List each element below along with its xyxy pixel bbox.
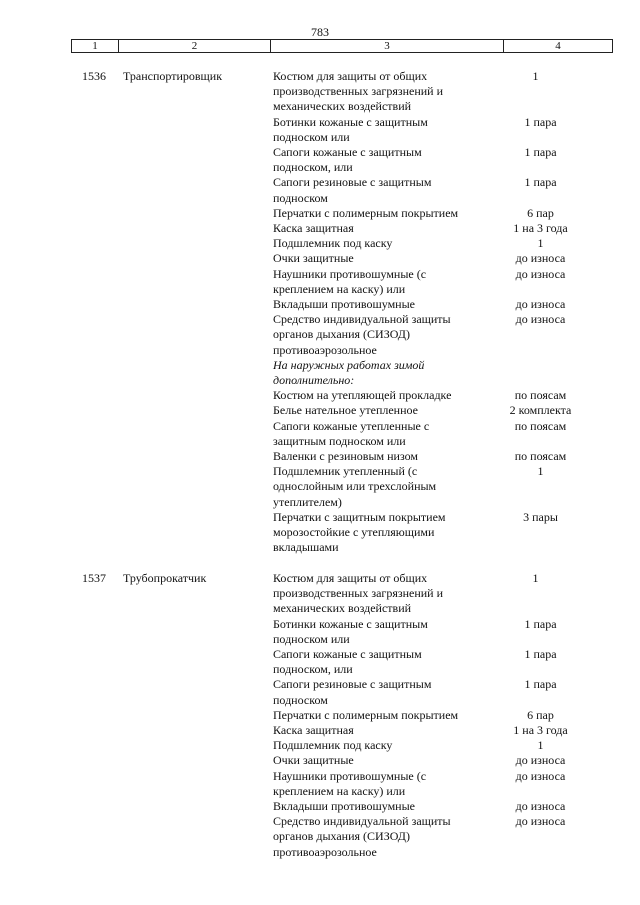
item-name: Каска защитная — [273, 221, 354, 236]
item-quantity: 6 пар — [527, 707, 554, 722]
item-name: Сапоги кожаные утепленные с защитным подноском или — [273, 418, 430, 448]
list-item — [273, 738, 603, 753]
item-quantity: 1 пара — [524, 616, 557, 631]
item-quantity: до износа — [515, 297, 566, 312]
list-item — [273, 312, 603, 358]
list-item — [273, 799, 603, 814]
item-quantity: до износа — [515, 753, 566, 768]
item-name: Сапоги кожаные с защитным подноском, или — [273, 145, 422, 175]
list-item — [273, 769, 603, 799]
item-quantity: до износа — [515, 251, 566, 266]
item-name: Вкладыши противошумные — [273, 799, 415, 814]
item-name: Средство индивидуальной защиты органов дыхания (СИЗОД) противоаэрозольное — [273, 814, 451, 859]
list-item — [273, 206, 603, 221]
list-item — [273, 419, 603, 449]
item-quantity: 1 пара — [524, 175, 557, 190]
item-quantity: 1 пара — [524, 677, 557, 692]
list-item — [273, 449, 603, 464]
item-name: Ботинки кожаные с защитным подноском или — [273, 616, 428, 646]
item-name: Каска защитная — [273, 723, 354, 738]
list-item — [273, 145, 603, 175]
list-item — [273, 115, 603, 145]
item-quantity: до износа — [515, 266, 566, 281]
entry-profession: Трубопрокатчик — [123, 571, 207, 585]
item-name: Сапоги резиновые с защитным подноском — [273, 677, 432, 707]
item-name: Сапоги кожаные с защитным подноском, или — [273, 647, 422, 677]
page-number: 783 — [311, 25, 329, 39]
list-item — [273, 510, 603, 556]
list-item — [273, 251, 603, 266]
item-name: Вкладыши противошумные — [273, 297, 415, 312]
list-item — [273, 69, 603, 115]
entry-number: 1537 — [82, 571, 106, 585]
item-quantity: 6 пар — [527, 205, 554, 220]
list-item — [273, 267, 603, 297]
entry-number: 1536 — [82, 69, 106, 83]
item-name: Валенки с резиновым низом — [273, 449, 419, 464]
list-item — [273, 464, 603, 510]
list-item — [273, 403, 603, 418]
item-quantity — [478, 358, 603, 388]
item-quantity: 2 комплекта — [509, 403, 572, 418]
list-item — [273, 388, 603, 403]
list-item — [273, 677, 603, 707]
item-name: Белье нательное утепленное — [273, 403, 418, 418]
item-name: Ботинки кожаные с защитным подноском или — [273, 114, 428, 144]
item-quantity: 1 — [537, 464, 544, 479]
column-header-1: 1 — [72, 40, 119, 52]
item-name: Наушники противошумные (с креплением на каску) или — [273, 768, 427, 798]
item-quantity: 1 пара — [524, 647, 557, 662]
item-name: Очки защитные — [273, 251, 354, 266]
item-name: Костюм для защиты от общих производственных загрязнений и механических воздействий — [273, 571, 444, 616]
column-header-2: 2 — [119, 40, 271, 52]
list-item — [273, 617, 603, 647]
list-item — [273, 358, 603, 388]
item-quantity: до износа — [515, 768, 566, 783]
item-name: Наушники противошумные (с креплением на каску) или — [273, 266, 427, 296]
list-item — [273, 297, 603, 312]
item-quantity: до износа — [515, 814, 566, 829]
list-item — [273, 571, 603, 617]
item-name: Сапоги резиновые с защитным подноском — [273, 175, 432, 205]
item-quantity: 1 — [532, 571, 539, 585]
item-name: Костюм для защиты от общих производственных загрязнений и механических воздействий — [273, 69, 444, 114]
item-name: Средство индивидуальной защиты органов дыхания (СИЗОД) противоаэрозольное — [273, 312, 451, 357]
item-name: Подшлемник утепленный (с однослойным или трехслойным утеплителем) — [273, 464, 437, 509]
item-quantity: 1 пара — [524, 114, 557, 129]
list-item — [273, 753, 603, 768]
list-item — [273, 647, 603, 677]
item-quantity: 3 пары — [523, 509, 558, 524]
entry-profession: Транспортировщик — [123, 69, 223, 83]
list-item — [273, 236, 603, 251]
list-item — [273, 175, 603, 205]
item-name: Перчатки с полимерным покрытием — [273, 205, 459, 220]
item-quantity: 1 — [537, 236, 544, 251]
list-item — [273, 708, 603, 723]
column-header-4: 4 — [555, 40, 561, 52]
item-quantity: 1 пара — [524, 145, 557, 160]
item-name: Перчатки с защитным покрытием морозостойкие с утепляющими вкладышами — [273, 509, 446, 555]
item-quantity: 1 на 3 года — [513, 723, 568, 738]
item-quantity: по поясам — [514, 388, 567, 403]
item-quantity: 1 — [537, 738, 544, 753]
item-name: Очки защитные — [273, 753, 354, 768]
ppe-list — [273, 571, 603, 860]
item-quantity: по поясам — [514, 418, 567, 433]
item-name: Костюм на утепляющей прокладке — [273, 388, 452, 403]
item-quantity: 1 — [532, 69, 539, 83]
list-item — [273, 221, 603, 236]
item-quantity: по поясам — [514, 449, 567, 464]
ppe-list — [273, 69, 603, 556]
list-item — [273, 723, 603, 738]
column-header-3: 3 — [271, 40, 504, 52]
item-quantity: до износа — [515, 312, 566, 327]
section-note: На наружных работах зимой дополнительно: — [273, 357, 425, 388]
item-name: Подшлемник под каску — [273, 236, 393, 251]
table-column-header — [71, 39, 613, 53]
item-quantity: до износа — [515, 799, 566, 814]
list-item — [273, 814, 603, 860]
item-name: Перчатки с полимерным покрытием — [273, 707, 459, 722]
item-name: Подшлемник под каску — [273, 738, 393, 753]
item-quantity: 1 на 3 года — [513, 221, 568, 236]
